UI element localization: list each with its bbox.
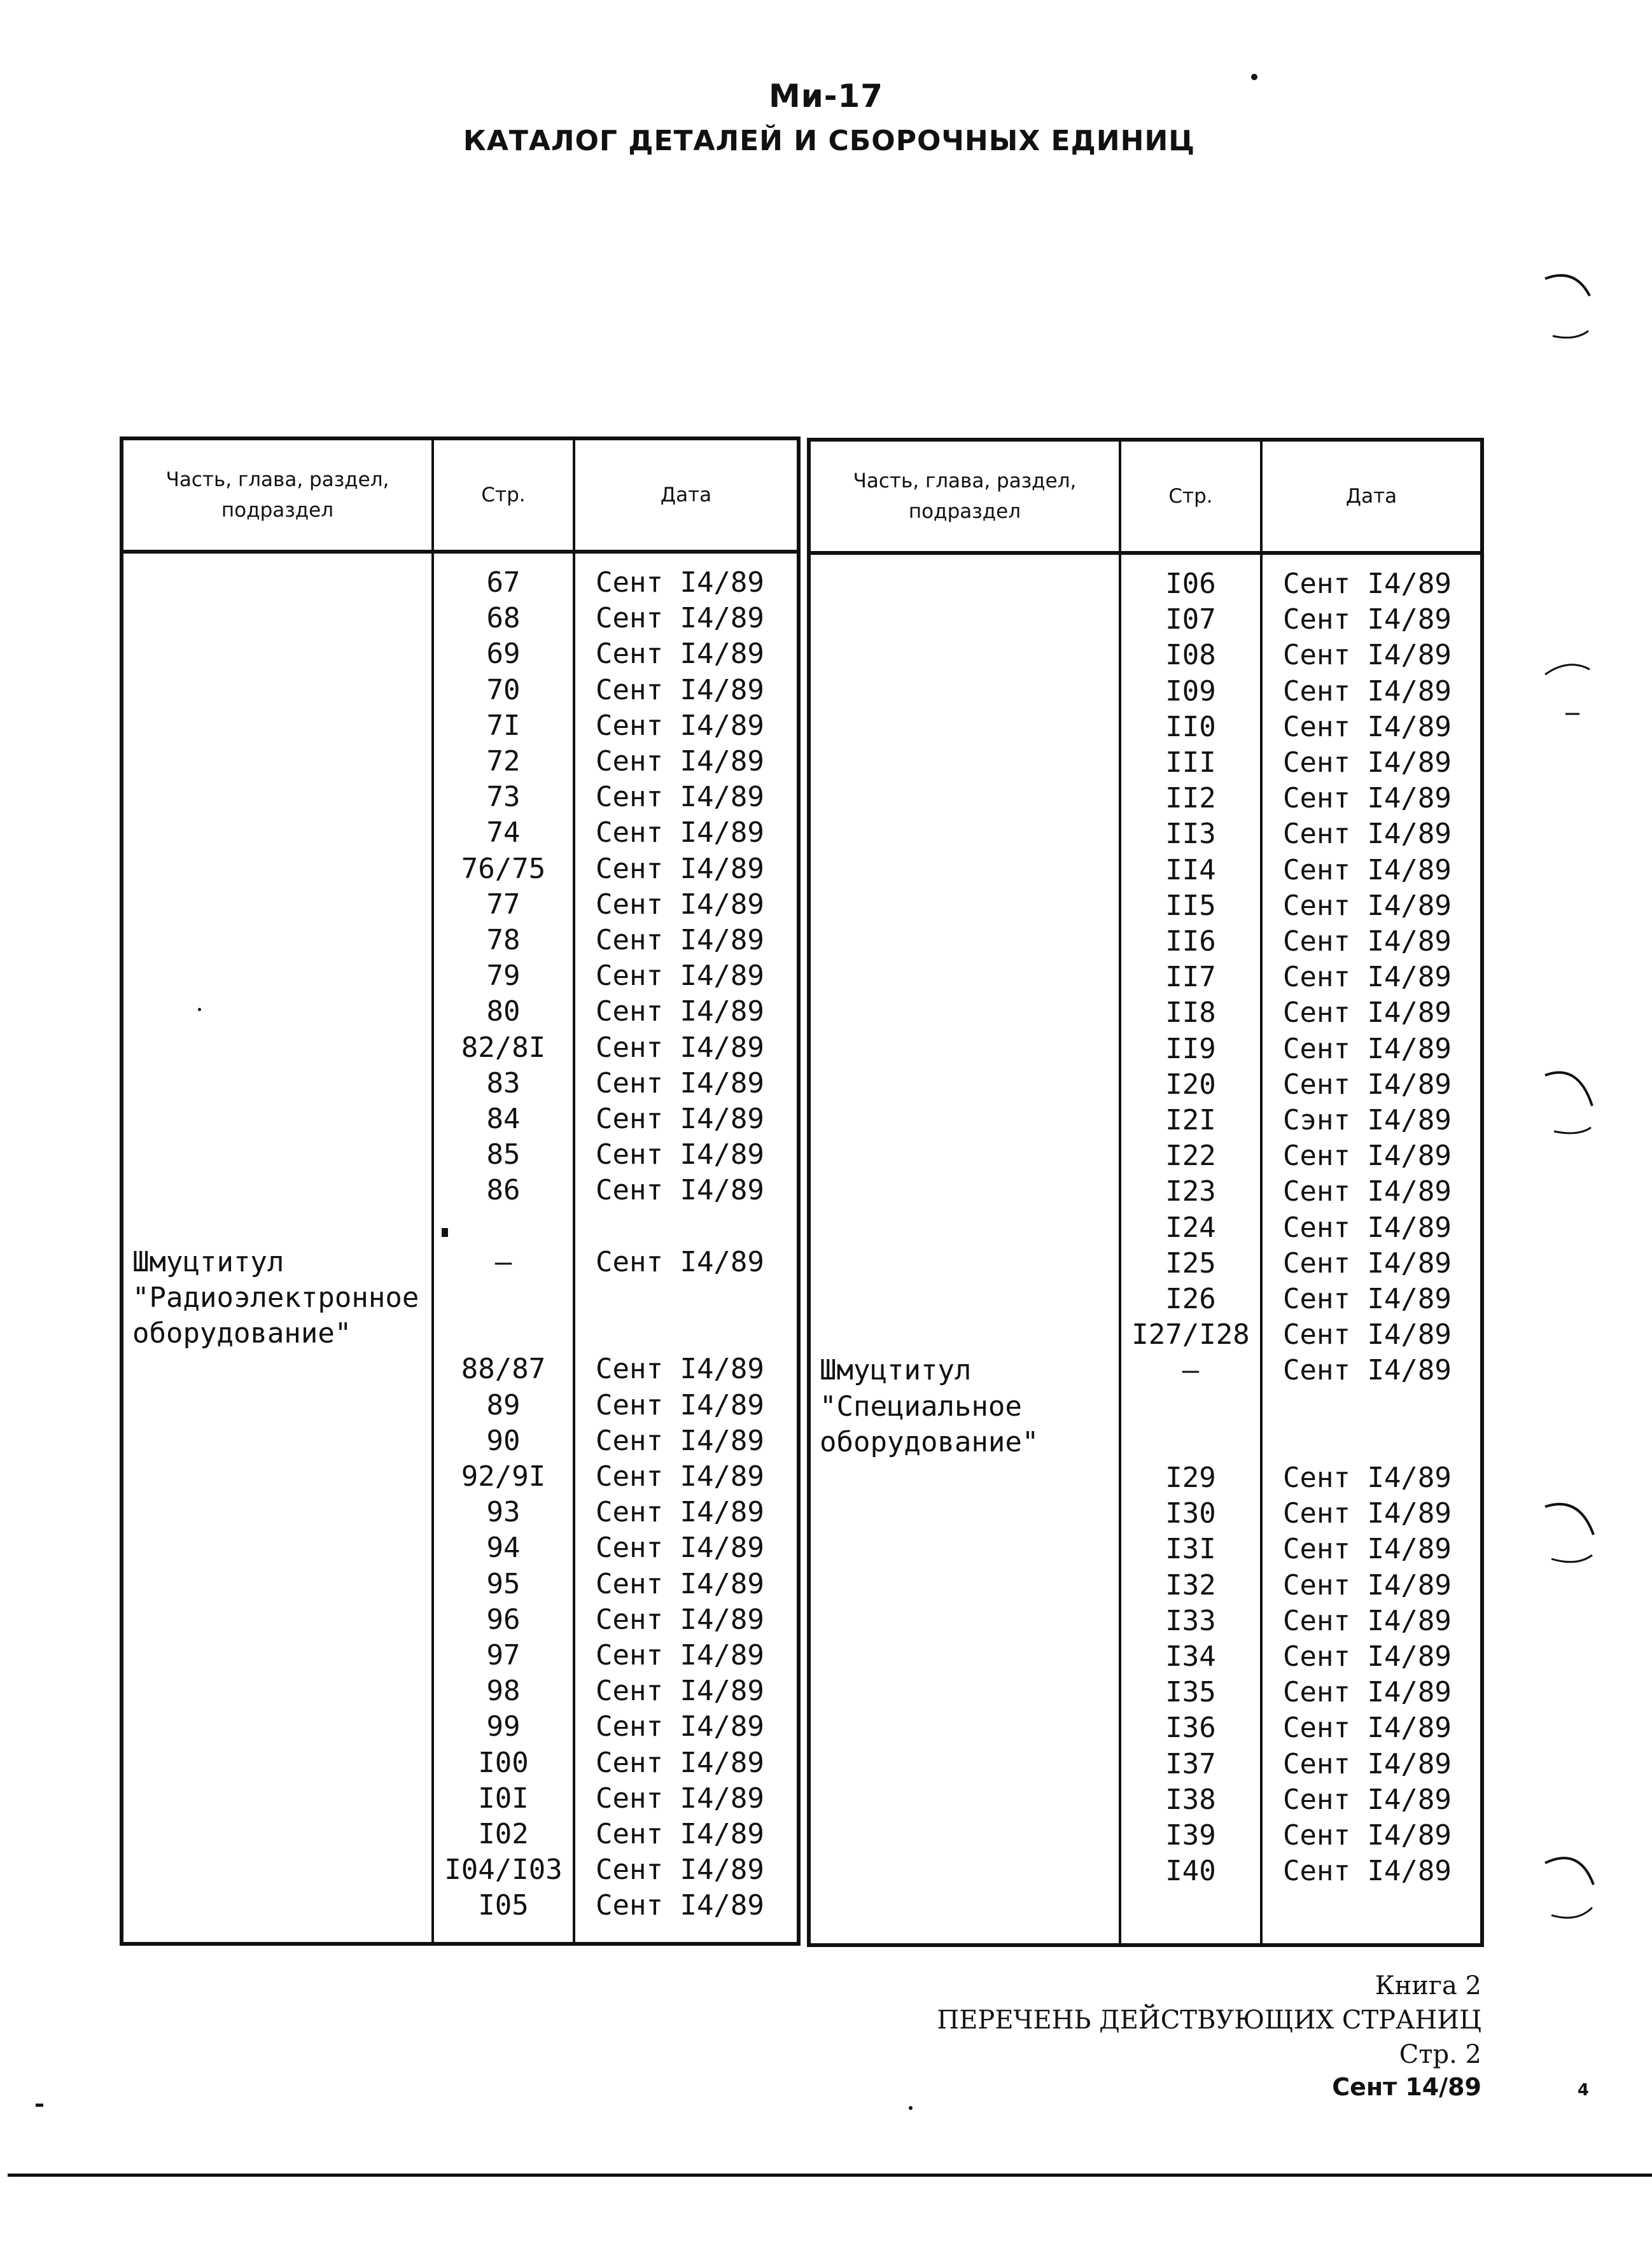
date-cell: Сент I4/89 [596,1031,764,1064]
punch-hole-mark [1540,1056,1597,1152]
date-cell: Сент I4/89 [1283,1533,1452,1566]
date-cell: Сент I4/89 [1283,568,1452,600]
date-cell: Сент I4/89 [596,602,764,635]
section-label: Шмуцтитул [820,1354,972,1387]
date-cell: Сент I4/89 [596,673,764,706]
date-cell: Сент I4/89 [596,1103,764,1135]
document-title: Ми-17 [768,78,884,115]
page-number-cell: I40 [1165,1855,1216,1888]
header-section-line2: подраздел [908,500,1021,523]
date-cell: Сент I4/89 [1283,1354,1452,1387]
date-cell: Сент I4/89 [596,1496,764,1529]
header-section [123,440,431,550]
date-cell: Сент I4/89 [1283,925,1452,958]
page-number-cell: 84 [486,1103,521,1135]
page-number-cell: I2I [1165,1104,1216,1136]
date-cell: Сент I4/89 [1283,603,1452,636]
date-cell: Сент I4/89 [596,1746,764,1779]
scan-speck [36,2104,43,2107]
date-cell: Сент I4/89 [1283,1747,1452,1780]
page-number-cell: 69 [486,638,521,671]
date-cell: Сент I4/89 [596,566,764,599]
date-cell: Сент I4/89 [1283,889,1452,922]
page-number-cell: I37 [1165,1747,1216,1780]
header-divider [811,551,1480,555]
header-section-line1: Часть, глава, раздел, [853,470,1077,492]
date-cell: Сент I4/89 [1283,1568,1452,1602]
date-cell: Сент I4/89 [1283,1712,1452,1745]
date-cell: Сент I4/89 [596,1782,764,1815]
date-cell: Сент I4/89 [596,924,764,956]
date-cell: Сент I4/89 [1283,639,1452,672]
date-cell: Сент I4/89 [596,1854,764,1887]
page-number-cell: I26 [1165,1283,1216,1315]
date-cell: Сент I4/89 [1283,1855,1452,1888]
page-number-cell: III [1165,746,1216,779]
date-cell: Сент I4/89 [1283,1783,1452,1816]
date-cell: Сент I4/89 [596,852,764,885]
header-section-line2: подраздел [221,499,334,522]
footer-date: Сент 14/89 [1332,2073,1481,2101]
page-number-cell: II6 [1165,925,1216,958]
scan-speck [909,2106,913,2110]
date-cell: Сент I4/89 [596,1460,764,1493]
date-cell: Сент I4/89 [596,1388,764,1421]
date-cell: Сент I4/89 [596,1889,764,1922]
page-number-cell: I24 [1165,1211,1216,1244]
date-cell: Сент I4/89 [596,960,764,993]
page-number-cell: 67 [486,566,521,599]
page-number-cell: I0I [478,1782,529,1815]
date-cell: Сент I4/89 [1283,1462,1452,1494]
page-number-cell: I09 [1165,674,1216,708]
footer-list-title: ПЕРЕЧЕНЬ ДЕЙСТВУЮЩИХ СТРАНИЦ [937,2006,1481,2035]
footer-book: Книга 2 [1375,1971,1481,2000]
corner-number: 4 [1578,2081,1590,2100]
page-number-cell: I05 [478,1889,529,1922]
page-number-cell: 70 [486,673,521,706]
page-number-cell: I22 [1165,1140,1216,1173]
date-cell: Сент I4/89 [1283,818,1452,851]
section-label: "Специальное [820,1390,1022,1423]
date-cell: Сент I4/89 [1283,1604,1452,1637]
page-number-cell: 72 [486,745,521,778]
page-number-cell: 77 [486,888,521,921]
section-label: "Радиоэлектронное [132,1281,419,1314]
header-date: Дата [1345,485,1397,508]
punch-hole-mark [1540,1833,1597,1934]
date-cell: Сент I4/89 [1283,1068,1452,1101]
scan-speck [442,1228,448,1237]
page-number-cell: I27/I28 [1131,1318,1250,1351]
header-page: Стр. [481,484,526,506]
column-divider [1260,442,1263,1943]
page-number-cell: 73 [486,781,521,814]
date-cell: Сент I4/89 [1283,746,1452,779]
date-cell: Сент I4/89 [1283,853,1452,886]
page-number-cell: 68 [486,602,521,635]
date-cell: Сент I4/89 [596,1532,764,1565]
page-number-cell: 82/8I [461,1031,546,1064]
section-label: оборудование" [820,1425,1039,1458]
page-number-cell: I35 [1165,1676,1216,1709]
date-cell: Сент I4/89 [596,1174,764,1207]
header-section [811,442,1119,551]
date-cell: Сент I4/89 [596,1603,764,1636]
date-cell: Сент I4/89 [596,888,764,921]
date-cell: Сент I4/89 [1283,1283,1452,1315]
page-number-cell: 83 [486,1066,521,1100]
page-number-cell: 85 [486,1138,521,1171]
date-cell: Сент I4/89 [596,1138,764,1171]
page-number-cell: I02 [478,1818,529,1850]
page-number-cell: I04/I03 [444,1854,563,1887]
date-cell: Сент I4/89 [596,1675,764,1708]
page-number-cell: 86 [486,1174,521,1207]
date-cell: Сент I4/89 [1283,1497,1452,1530]
page-number-cell: I06 [1165,568,1216,600]
header-section-line1: Часть, глава, раздел, [165,468,389,491]
scan-speck [198,1008,201,1011]
left-table [120,436,801,1946]
header-page: Стр. [1168,485,1213,508]
page-number-cell: 78 [486,924,521,956]
section-label: Шмуцтитул [132,1245,284,1278]
header-divider [123,550,797,554]
page-number-cell: 98 [486,1675,521,1708]
page-number-cell: II7 [1165,961,1216,994]
page-number-cell: 88/87 [461,1353,546,1386]
page-number-cell: 80 [486,995,521,1028]
date-cell: Сент I4/89 [596,1710,764,1743]
date-cell: Сент I4/89 [1283,1211,1452,1244]
page-number-cell: I32 [1165,1568,1216,1602]
date-cell: Сент I4/89 [1283,996,1452,1030]
page-number-cell: 79 [486,960,521,993]
date-cell: Сент I4/89 [1283,1676,1452,1709]
page-number-cell: II5 [1165,889,1216,922]
page-number-cell: I00 [478,1746,529,1779]
page-number-cell: I34 [1165,1640,1216,1673]
page-number-cell: I36 [1165,1712,1216,1745]
page-number-cell: II2 [1165,782,1216,815]
page-number-cell: 76/75 [461,852,546,885]
page-number-cell: 89 [486,1388,521,1421]
date-cell: Сент I4/89 [1283,1175,1452,1208]
page-number-cell: 93 [486,1496,521,1529]
document-subtitle: КАТАЛОГ ДЕТАЛЕЙ И СБОРОЧНЫХ ЕДИНИЦ [463,125,1196,157]
date-cell: Сент I4/89 [1283,1140,1452,1173]
page-number-cell: I07 [1165,603,1216,636]
date-cell: Сент I4/89 [1283,1318,1452,1351]
column-divider [573,440,575,1942]
page-number-cell: 7I [486,709,521,742]
page-number-cell: II4 [1165,853,1216,886]
date-cell: Сент I4/89 [1283,674,1452,708]
date-cell: Сент I4/89 [1283,1819,1452,1852]
right-table [807,438,1484,1947]
page-number-cell: 94 [486,1532,521,1565]
page-number-cell: I38 [1165,1783,1216,1816]
date-cell: Сент I4/89 [596,1639,764,1672]
date-cell: Сент I4/89 [596,995,764,1028]
page-number-cell: I29 [1165,1462,1216,1494]
page-number-cell: I33 [1165,1604,1216,1637]
page-number-cell: – [494,1245,512,1278]
page-number-cell: 92/9I [461,1460,546,1493]
page-number-cell: I20 [1165,1068,1216,1101]
scan-speck [1251,74,1257,80]
date-cell: Сент I4/89 [596,1567,764,1600]
page-number-cell: II9 [1165,1032,1216,1065]
date-cell: Сент I4/89 [596,745,764,778]
page-number-cell: I23 [1165,1175,1216,1208]
date-cell: Сент I4/89 [596,1245,764,1278]
page-number-cell: I08 [1165,639,1216,672]
page-number-cell: 97 [486,1639,521,1672]
footer-page: Стр. 2 [1399,2040,1481,2069]
date-cell: Сент I4/89 [596,1353,764,1386]
date-cell: Сент I4/89 [1283,1246,1452,1280]
date-cell: Сент I4/89 [596,1424,764,1457]
date-cell: Сент I4/89 [596,1818,764,1850]
date-cell: Сент I4/89 [596,1066,764,1100]
section-label: оборудование" [132,1317,352,1350]
page-number-cell: 74 [486,816,521,849]
punch-hole-mark [1540,267,1597,344]
date-cell: Сент I4/89 [1283,1640,1452,1673]
date-cell: Сент I4/89 [1283,961,1452,994]
page-number-cell: 90 [486,1424,521,1457]
date-cell: Сент I4/89 [1283,782,1452,815]
page-number-cell: 99 [486,1710,521,1743]
page-number-cell: I25 [1165,1246,1216,1280]
page-number-cell: 95 [486,1567,521,1600]
page-number-cell: 96 [486,1603,521,1636]
date-cell: Сент I4/89 [1283,710,1452,743]
header-date: Дата [660,484,712,506]
date-cell: Сент I4/89 [596,709,764,742]
page-number-cell: II8 [1165,996,1216,1030]
date-cell: Сент I4/89 [596,781,764,814]
page-number-cell: – [1182,1354,1200,1387]
bottom-rule [8,2174,1652,2177]
page-number-cell: I3I [1165,1533,1216,1566]
date-cell: Сэнт I4/89 [1283,1104,1452,1136]
date-cell: Сент I4/89 [596,638,764,671]
punch-hole-mark [1540,643,1597,725]
punch-hole-mark [1540,1483,1597,1584]
page-number-cell: II0 [1165,710,1216,743]
date-cell: Сент I4/89 [596,816,764,849]
page-number-cell: I30 [1165,1497,1216,1530]
date-cell: Сент I4/89 [1283,1032,1452,1065]
page-number-cell: II3 [1165,818,1216,851]
page-number-cell: I39 [1165,1819,1216,1852]
